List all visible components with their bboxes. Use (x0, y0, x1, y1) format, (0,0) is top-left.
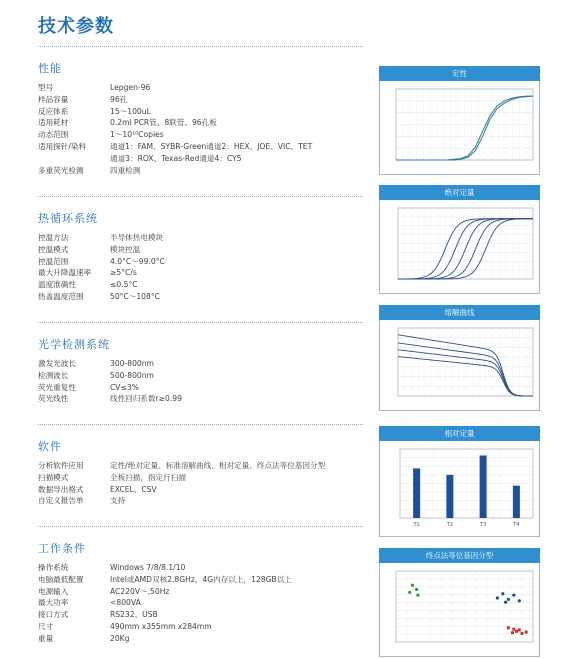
scatter-point (496, 596, 499, 599)
x-tick-label: T1 (413, 522, 420, 528)
section-working-conditions (38, 540, 363, 645)
spec-label: 控温模式 (38, 244, 69, 254)
spec-value: 通道1：FAM、SYBR-Green通道2：HEX、JOE、VIC、TET (110, 141, 313, 151)
spec-value: EXCEL、CSV (110, 484, 157, 494)
spec-label: 适用探针/染料 (38, 141, 87, 151)
spec-row (38, 244, 363, 256)
spec-value: 4.0°C～99.0°C (110, 256, 165, 266)
spec-row (38, 393, 363, 405)
spec-value: 490mm x355mm x284mm (110, 621, 212, 631)
spec-value: 定性/绝对定量、标准溶解曲线、相对定量、终点法等位基因分型 (110, 461, 326, 470)
panel-title: 熔解曲线 (379, 305, 540, 320)
spec-value: Intel或AMD双核2.8GHz，4G内存以上，128GB以上 (110, 574, 292, 584)
spec-row (38, 597, 363, 609)
panel-allelic-discrimination (379, 548, 540, 657)
spec-value: 支持 (110, 496, 126, 506)
spec-value: ≥5°C/s (110, 268, 137, 278)
spec-list (38, 460, 363, 507)
page-title: 技术参数 (38, 16, 114, 37)
spec-label: 控温范围 (38, 256, 69, 266)
spec-row (38, 165, 363, 177)
allelic-scatter-chart (380, 563, 539, 656)
section-software (38, 438, 363, 507)
scatter-point (416, 594, 419, 597)
bar (513, 486, 520, 518)
spec-row (38, 94, 363, 106)
x-tick-label: T4 (513, 522, 520, 528)
spec-label: 重量 (38, 633, 54, 643)
spec-label: 接口方式 (38, 610, 69, 620)
spec-row (38, 586, 363, 598)
spec-row (38, 621, 363, 633)
spec-value: 半导体热电模块 (110, 233, 164, 242)
spec-label: 荧光线性 (38, 394, 69, 404)
spec-value: 50°C～108°C (110, 291, 160, 301)
section-thermal (38, 210, 363, 303)
divider (38, 322, 363, 323)
spec-label: 最大升降温速率 (38, 268, 92, 278)
title-divider (38, 46, 363, 47)
scatter-point (525, 631, 528, 634)
section-heading: 光学检测系统 (38, 338, 110, 351)
spec-row (38, 609, 363, 621)
scatter-point (504, 601, 507, 604)
spec-row (38, 495, 363, 507)
divider (38, 424, 363, 425)
x-tick-label: T3 (480, 522, 487, 528)
spec-label: 反应体系 (38, 106, 69, 116)
spec-row (38, 256, 363, 268)
spec-row (38, 358, 363, 370)
bar (413, 468, 420, 518)
spec-row (38, 460, 363, 472)
scatter-point (415, 588, 418, 591)
x-tick-label: T2 (446, 522, 453, 528)
spec-row (38, 267, 363, 279)
spec-row (38, 279, 363, 291)
spec-row (38, 574, 363, 586)
section-heading: 工作条件 (38, 542, 86, 555)
panel-title: 定性 (379, 66, 540, 81)
spec-label: 适用耗材 (38, 118, 69, 128)
spec-label: 热盖温度范围 (38, 291, 84, 301)
spec-label: 扫描模式 (38, 472, 69, 482)
spec-label: 样品容量 (38, 94, 69, 104)
divider (38, 526, 363, 527)
scatter-point (507, 626, 510, 629)
spec-value: 20Kg (110, 633, 130, 643)
spec-label: 荧光重复性 (38, 382, 76, 392)
section-heading: 性能 (38, 62, 62, 75)
spec-value: 96孔 (110, 94, 128, 104)
spec-label: 数据导出格式 (38, 484, 84, 494)
spec-value: <800VA (110, 598, 141, 608)
spec-row (38, 484, 363, 496)
section-optical (38, 336, 363, 405)
scatter-point (512, 628, 515, 631)
panel-absolute-quant (379, 185, 540, 294)
spec-label: 电源输入 (38, 586, 69, 596)
section-heading: 软件 (38, 440, 62, 453)
spec-value: 全板扫描，指定行扫描 (110, 472, 186, 482)
spec-value: 0.2ml PCR管、8联管、96孔板 (110, 118, 217, 128)
spec-value: Windows 7/8/8.1/10 (110, 563, 186, 572)
spec-label: 温度准确性 (38, 280, 76, 290)
bar (480, 455, 487, 518)
scatter-point (501, 592, 504, 595)
spec-value: 15～100uL (110, 106, 151, 116)
spec-list (38, 358, 363, 405)
spec-row (38, 141, 363, 165)
scatter-point (511, 631, 514, 634)
spec-row (38, 129, 363, 141)
spec-label: 多重荧光检测 (38, 165, 84, 175)
panel-title: 终点法等位基因分型 (379, 548, 540, 563)
scatter-point (512, 594, 515, 597)
scatter-point (515, 630, 518, 633)
spec-value: ≤0.5°C (110, 280, 138, 290)
spec-label: 控温方法 (38, 233, 69, 242)
spec-value: 模块控温 (110, 244, 141, 254)
panel-relative-quant (379, 426, 540, 537)
spec-value: 300-800nm (110, 359, 154, 368)
spec-list (38, 562, 363, 645)
scatter-point (518, 628, 521, 631)
spec-value: 通道3：ROX、Texas-Red通道4：CY5 (110, 153, 242, 163)
spec-value: 四重检测 (110, 165, 141, 175)
panel-melt-curve (379, 305, 540, 411)
scatter-point (521, 632, 524, 635)
spec-label: 激发光波长 (38, 359, 76, 368)
spec-value: 1～10¹⁰Copies (110, 130, 164, 140)
spec-row (38, 291, 363, 303)
spec-label: 最大功率 (38, 598, 69, 608)
spec-value: 500-800nm (110, 370, 154, 380)
amplification-chart (380, 81, 539, 174)
spec-value: RS232、USB (110, 610, 158, 620)
panel-qualitative (379, 66, 540, 175)
standard-curve-chart (380, 200, 539, 293)
spec-label: 操作系统 (38, 563, 69, 572)
spec-label: 电脑最低配置 (38, 574, 84, 584)
scatter-point (507, 598, 510, 601)
melt-curve-chart (380, 320, 539, 410)
spec-label: 分析软件应用 (38, 461, 84, 470)
relative-quant-chart (380, 441, 539, 536)
spec-value: CV≤3% (110, 382, 139, 392)
divider (38, 196, 363, 197)
spec-value: 线性回归系数r≥0.99 (110, 394, 182, 404)
spec-row (38, 472, 363, 484)
spec-label: 尺寸 (38, 621, 54, 631)
panel-title: 相对定量 (379, 426, 540, 441)
bar (446, 475, 453, 518)
spec-label: 检测波长 (38, 370, 69, 380)
spec-value: AC220V～,50Hz (110, 586, 170, 596)
spec-row (38, 82, 363, 94)
spec-row (38, 382, 363, 394)
scatter-point (518, 599, 521, 602)
spec-row (38, 370, 363, 382)
spec-value: Lepgen-96 (110, 83, 151, 92)
spec-label: 动态范围 (38, 130, 69, 140)
spec-row (38, 633, 363, 645)
spec-row (38, 562, 363, 574)
section-heading: 热循环系统 (38, 212, 98, 225)
scatter-point (411, 584, 414, 587)
spec-row (38, 106, 363, 118)
scatter-point (408, 591, 411, 594)
panel-title: 绝对定量 (379, 185, 540, 200)
spec-list (38, 82, 363, 176)
spec-row (38, 117, 363, 129)
spec-label: 型号 (38, 83, 54, 92)
spec-label: 自定义报告单 (38, 496, 84, 506)
spec-list (38, 232, 363, 303)
section-performance (38, 60, 363, 176)
spec-row (38, 232, 363, 244)
